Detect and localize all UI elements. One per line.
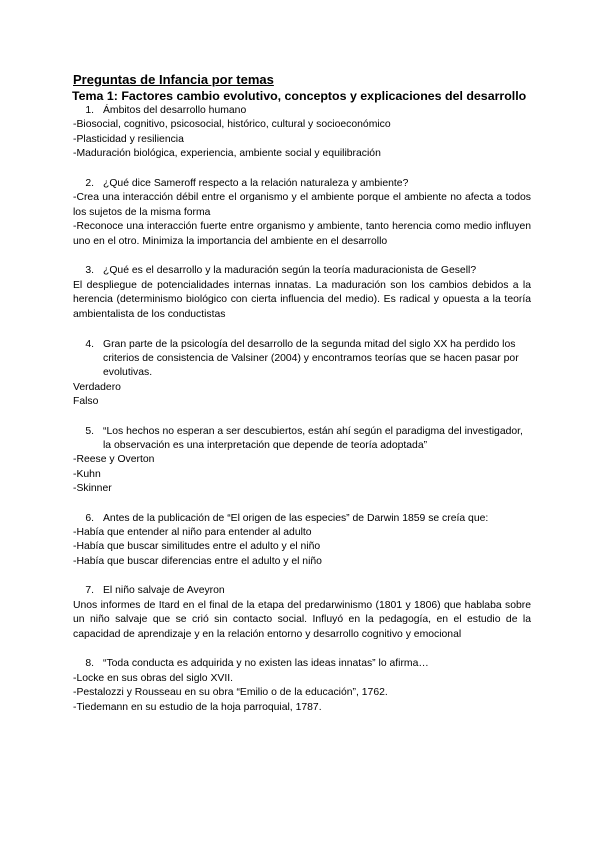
question-number: 2. — [85, 177, 94, 189]
answer-option: -Había que buscar similitudes entre el adulto y el niño — [73, 541, 321, 553]
answer-option: -Biosocial, cognitivo, psicosocial, histórico, cultural y socioeconómico — [73, 119, 391, 131]
question-text: Gran parte de la psicología del desarrollo de la segunda mitad del siglo XX ha perdido los criterios de consistencia de Valsiner (2004) y encontramos teorías que se hacen pasar por evolutivas. — [103, 338, 519, 379]
document-title: Preguntas de Infancia por temas — [73, 72, 274, 87]
question-3 — [73, 264, 531, 278]
answer-option: -Pestalozzi y Rousseau en su obra “Emilio o de la educación”, 1762. — [73, 687, 388, 699]
question-4 — [73, 338, 531, 381]
question-6 — [73, 512, 531, 526]
answer-option: -Había que entender al niño para entender al adulto — [73, 527, 312, 539]
document-page — [73, 72, 531, 715]
question-number: 4. — [85, 338, 94, 350]
question-text: “Los hechos no esperan a ser descubiertos, están ahí según el paradigma del investigador, la observación es una interpretación que depende de teoría adoptada” — [103, 425, 523, 452]
question-text: ¿Qué dice Sameroff respecto a la relación naturaleza y ambiente? — [103, 177, 409, 189]
answer-paragraph: El despliegue de potencialidades internas innatas. La maduración son los cambios debidos a la herencia (determinismo biológico con cierta influencia del medio). Es radical y opuesta a la teoría ambientalista de los conductistas — [73, 279, 531, 320]
question-number: 7. — [85, 585, 94, 597]
answer-option: -Kuhn — [73, 468, 101, 480]
question-number: 8. — [85, 658, 94, 670]
answer-paragraph: Unos informes de Itard en el final de la etapa del predarwinismo (1801 y 1806) que hablaba sobre un niño salvaje que se crió sin contacto social. Influyó en la pedagogía, en el estudio de la capacidad de aprendizaje y en la relación entorno y desarrollo cognitivo y emocional — [73, 599, 531, 640]
question-2 — [73, 177, 531, 191]
question-text: ¿Qué es el desarrollo y la maduración según la teoría maduracionista de Gesell? — [103, 265, 477, 277]
question-8 — [73, 657, 531, 671]
answer-option: -Tiedemann en su estudio de la hoja parroquial, 1787. — [73, 701, 322, 713]
answer-option: -Skinner — [73, 483, 112, 495]
answer-option: -Plasticidad y resiliencia — [73, 133, 184, 145]
topic-heading: Tema 1: Factores cambio evolutivo, conceptos y explicaciones del desarrollo — [72, 89, 527, 103]
answer-option: Verdadero — [73, 381, 121, 393]
answer-option: -Reconoce una interacción fuerte entre organismo y ambiente, tanto herencia como medio influyen uno en el otro. Minimiza la importancia del ambiente en el desarrollo — [73, 221, 531, 247]
question-number: 6. — [85, 512, 94, 524]
answer-option: -Maduración biológica, experiencia, ambiente social y equilibración — [73, 148, 381, 160]
question-7 — [73, 584, 531, 598]
answer-option: -Locke en sus obras del siglo XVII. — [73, 672, 233, 684]
question-text: “Toda conducta es adquirida y no existen las ideas innatas” lo afirma… — [103, 658, 429, 670]
question-text: El niño salvaje de Aveyron — [103, 585, 225, 597]
answer-option: -Crea una interacción débil entre el organismo y el ambiente porque el ambiente no afecta a todos los sujetos de la misma forma — [73, 192, 531, 218]
answer-option: -Reese y Overton — [73, 454, 155, 466]
answer-option: Falso — [73, 396, 99, 408]
question-1 — [73, 104, 531, 118]
answer-option: -Había que buscar diferencias entre el adulto y el niño — [73, 555, 322, 567]
question-5 — [73, 425, 531, 454]
question-number: 3. — [85, 265, 94, 277]
question-text: Antes de la publicación de “El origen de las especies” de Darwin 1859 se creía que: — [103, 512, 489, 524]
question-text: Ámbitos del desarrollo humano — [103, 105, 247, 116]
question-number: 1. — [85, 105, 94, 116]
question-number: 5. — [85, 425, 94, 437]
